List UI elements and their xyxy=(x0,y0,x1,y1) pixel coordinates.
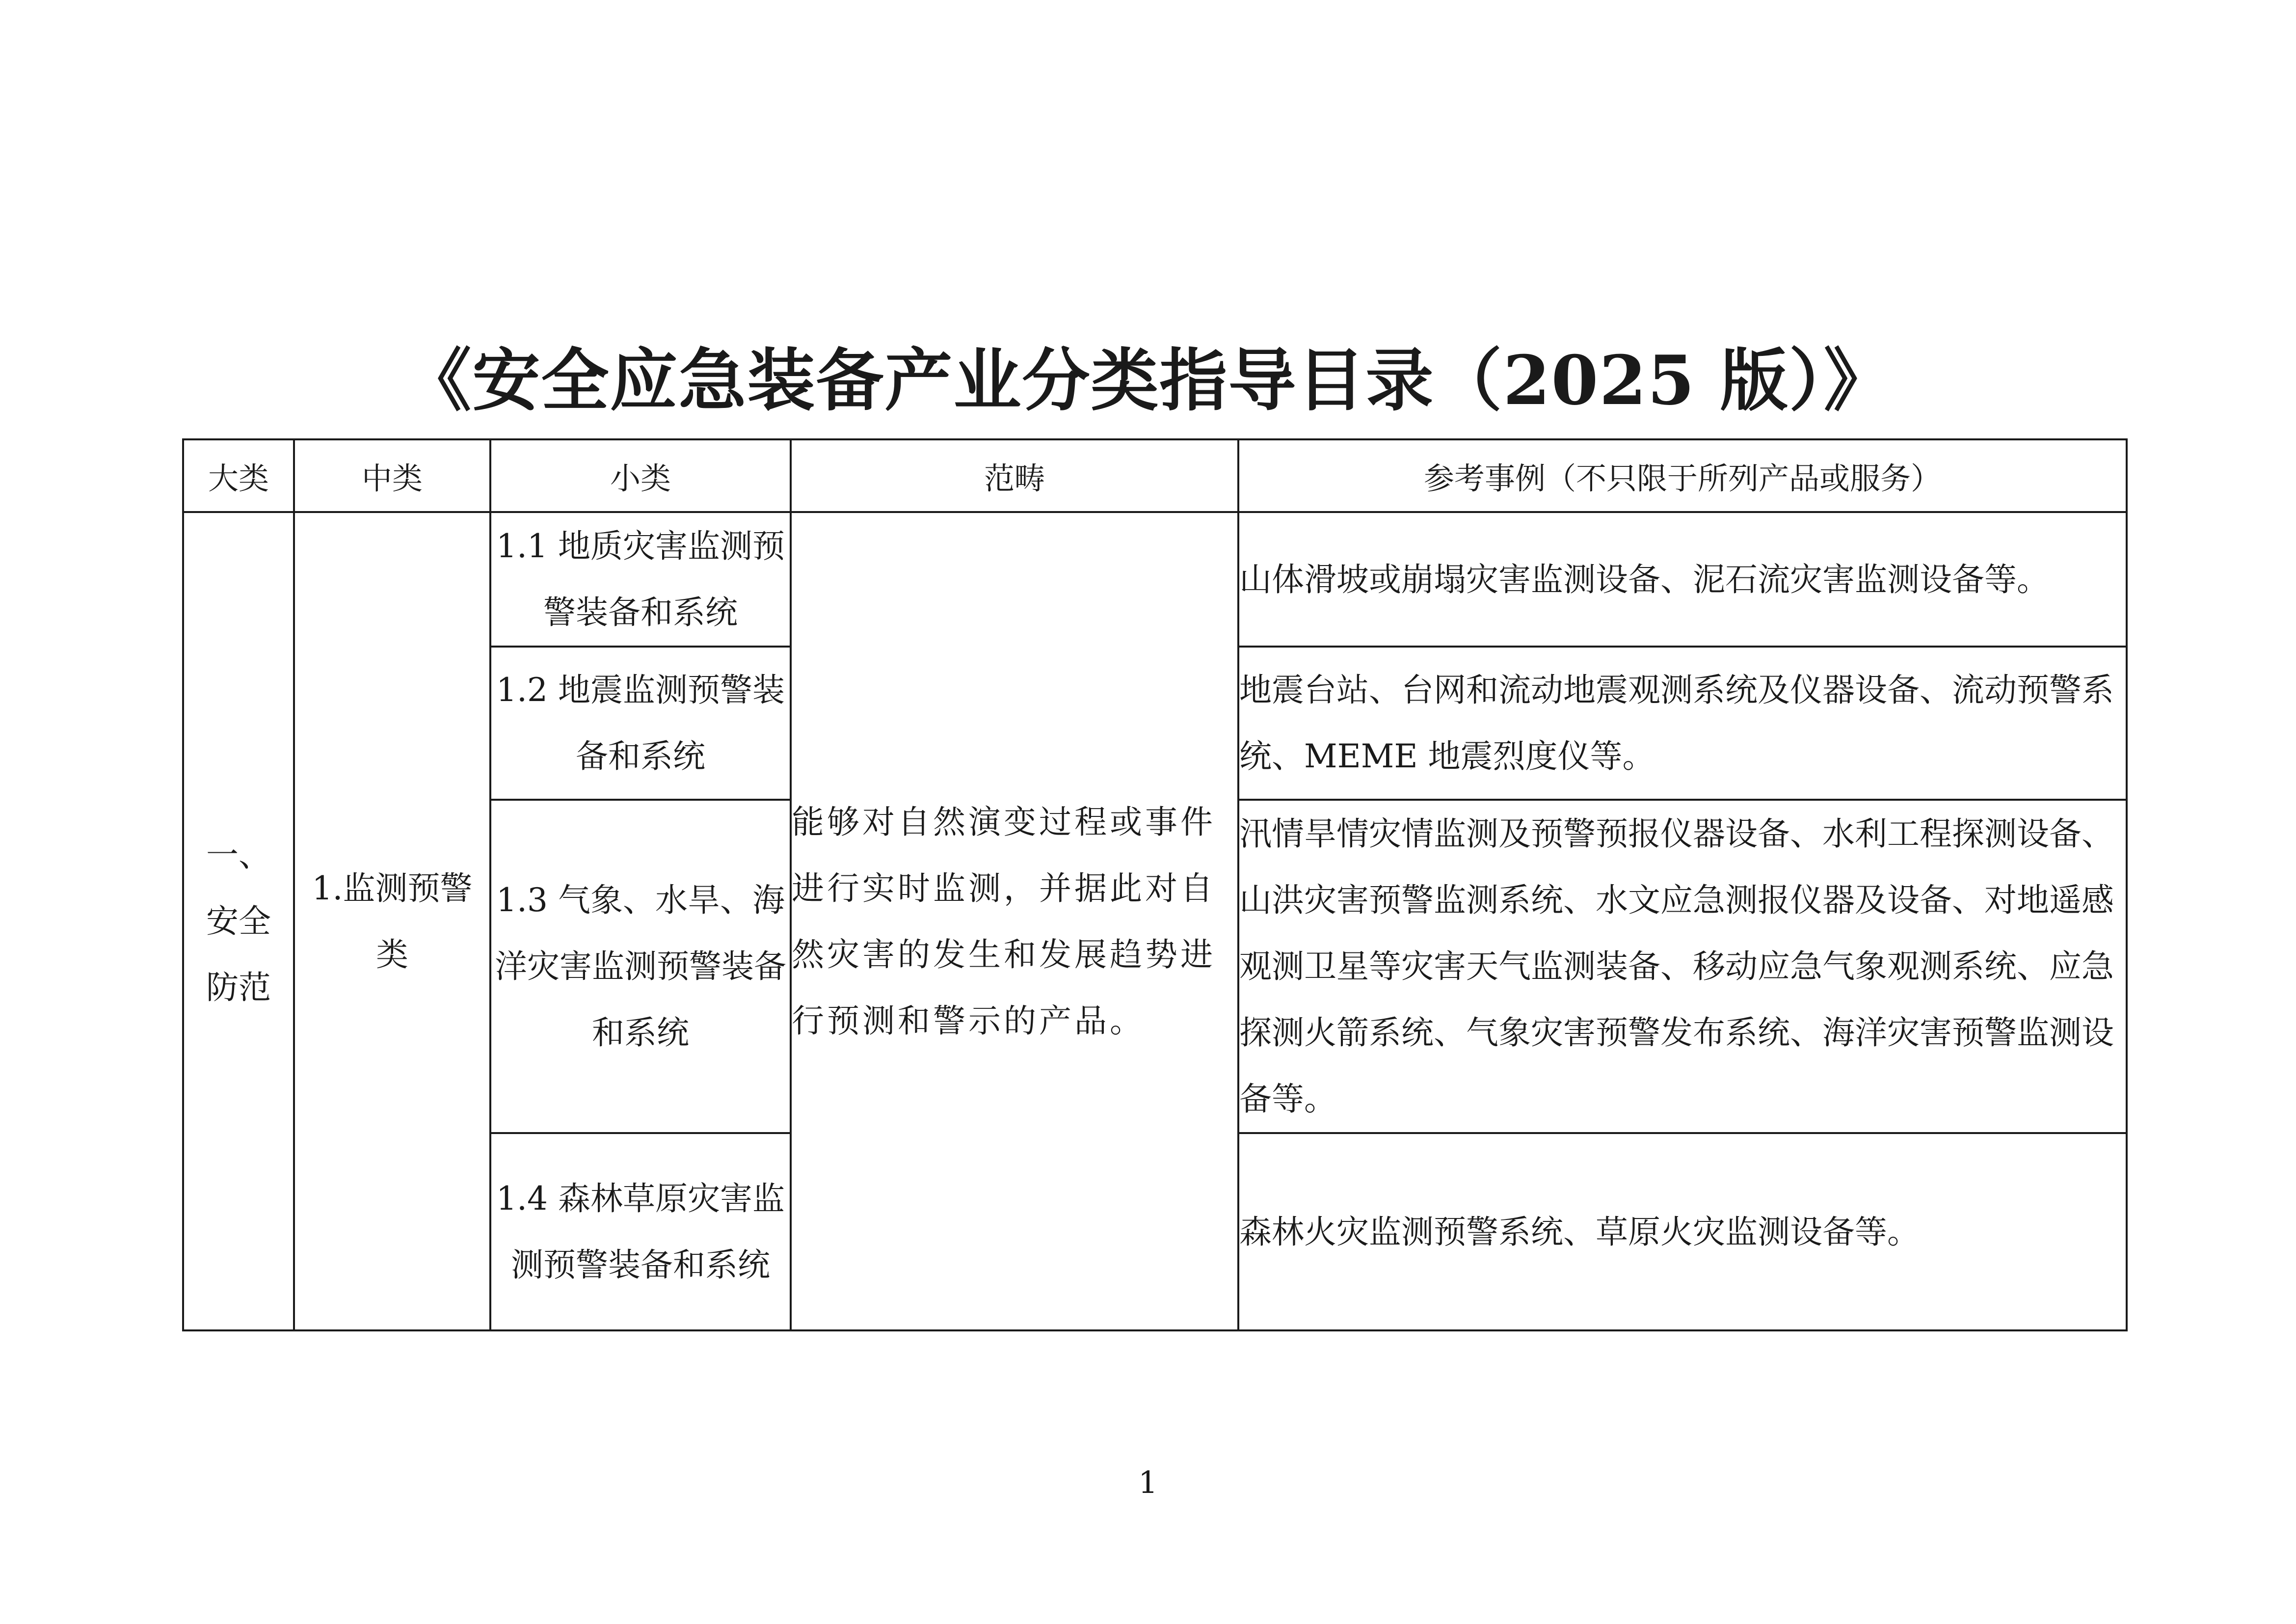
examples-cell: 地震台站、台网和流动地震观测系统及仪器设备、流动预警系统、MEME 地震烈度仪等。 xyxy=(1238,647,2127,800)
minor-category-cell: 1.2 地震监测预警装备和系统 xyxy=(490,647,791,800)
examples-cell: 汛情旱情灾情监测及预警预报仪器设备、水利工程探测设备、山洪灾害预警监测系统、水文应急测报仪器及设备、对地遥感观测卫星等灾害天气监测装备、移动应急气象观测系统、应急探测火箭系统、气象灾害预警发布系统、海洋灾害预警监测设备等。 xyxy=(1238,800,2127,1133)
page-number: 1 xyxy=(1138,1464,1158,1500)
minor-category-cell: 1.1 地质灾害监测预警装备和系统 xyxy=(490,512,791,647)
document-title: 《安全应急装备产业分类指导目录（2025 版）》 xyxy=(403,340,1893,420)
major-category-cell xyxy=(183,512,294,1330)
minor-category-cell: 1.4 森林草原灾害监测预警装备和系统 xyxy=(490,1133,791,1330)
header-major-category: 大类 xyxy=(183,439,294,512)
examples-cell: 山体滑坡或崩塌灾害监测设备、泥石流灾害监测设备等。 xyxy=(1238,512,2127,647)
catalog-table xyxy=(182,438,2128,1331)
header-scope: 范畴 xyxy=(791,439,1238,512)
table-header-row xyxy=(183,439,2127,512)
header-examples: 参考事例（不只限于所列产品或服务） xyxy=(1238,439,2127,512)
minor-category-cell: 1.3 气象、水旱、海洋灾害监测预警装备和系统 xyxy=(490,800,791,1133)
major-category-label: 一、安全防范 xyxy=(206,836,271,1006)
middle-category-cell xyxy=(294,512,490,1330)
header-minor-category: 小类 xyxy=(490,439,791,512)
examples-cell: 森林火灾监测预警系统、草原火灾监测设备等。 xyxy=(1238,1133,2127,1330)
scope-cell: 能够对自然演变过程或事件进行实时监测，并据此对自然灾害的发生和发展趋势进行预测和警示的产品。 xyxy=(791,512,1238,1330)
middle-category-label: 1.监测预警类 xyxy=(312,869,473,974)
header-middle-category: 中类 xyxy=(294,439,490,512)
table-row xyxy=(183,512,2127,647)
